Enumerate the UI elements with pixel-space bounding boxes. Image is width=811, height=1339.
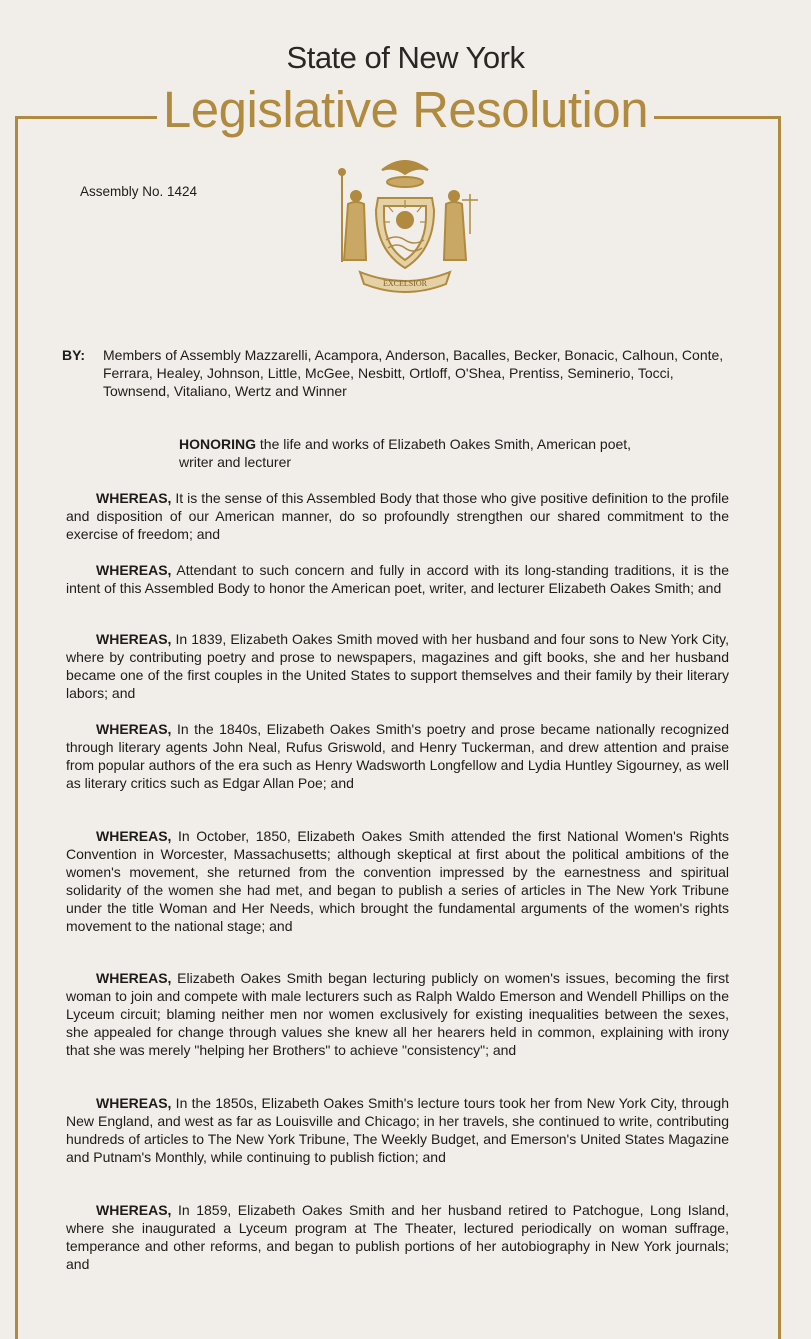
- state-seal-icon: [330, 150, 480, 298]
- state-title: State of New York: [286, 40, 525, 75]
- whereas-clause: [66, 969, 729, 1059]
- whereas-text: In the 1840s, Elizabeth Oakes Smith's poetry and prose became nationally recognized through literary agents John Neal, Rufus Griswold, and Henry Tuckerman, and drew attention and praise from popular authors of the era such as Henry Wadsworth Longfellow and Lydia Huntley Sigourney, as well as literary critics such as Edgar Allan Poe; and: [66, 721, 729, 791]
- honoring-line: [179, 435, 659, 471]
- whereas-keyword: WHEREAS,: [96, 631, 172, 647]
- sponsors-block: [62, 346, 742, 400]
- sponsors-label: BY:: [62, 347, 86, 363]
- whereas-keyword: WHEREAS,: [96, 562, 172, 578]
- whereas-keyword: WHEREAS,: [96, 1095, 172, 1111]
- whereas-text: In the 1850s, Elizabeth Oakes Smith's lecture tours took her from New York City, through New England, and west as far as Louisville and Chicago; in her travels, she continued to write, contributing hundreds of articles to The New York Tribune, The Weekly Budget, and Emerson's United States Magazine and Putnam's Monthly, while continuing to publish fiction; and: [66, 1095, 729, 1165]
- whereas-text: In 1839, Elizabeth Oakes Smith moved with her husband and four sons to New York City, where by contributing poetry and prose to newspapers, magazines and gift books, she and her husband became one of the first couples in the United States to support themselves and their family by their literary labors; and: [66, 631, 729, 701]
- assembly-number: Assembly No. 1424: [80, 184, 198, 199]
- whereas-clause: [66, 1201, 729, 1273]
- whereas-text: Elizabeth Oakes Smith began lecturing publicly on women's issues, becoming the first woman to join and compete with male lecturers such as Ralph Waldo Emerson and Wendell Phillips on the Lyceum circuit; blaming neither men nor women exclusively for existing inequalities between the sexes, she appealed for change through values she knew all her hearers held in common, explaining with irony that she was merely "helping her Brothers" to achieve "consistency"; and: [66, 970, 729, 1058]
- whereas-clause: [66, 720, 729, 792]
- whereas-text: It is the sense of this Assembled Body that those who give positive definition to the profile and disposition of our American manner, do so profoundly strengthen our shared commitment to the exercise of freedom; and: [66, 490, 729, 542]
- whereas-clause: [66, 561, 729, 597]
- sponsors-text: Members of Assembly Mazzarelli, Acampora, Anderson, Bacalles, Becker, Bonacic, Calhoun, Conte, Ferrara, Healey, Johnson, Little, McGee, Nesbitt, Ortloff, O'Shea, Prentiss, Seminerio, Tocci, Townsend, Vitaliano, Wertz and Winner: [103, 347, 724, 399]
- whereas-clause: [66, 630, 729, 702]
- whereas-keyword: WHEREAS,: [96, 721, 172, 737]
- whereas-clause: [66, 827, 729, 935]
- whereas-text: Attendant to such concern and fully in accord with its long-standing traditions, it is the intent of this Assembled Body to honor the American poet, writer, and lecturer Elizabeth Oakes Smith; and: [66, 562, 729, 596]
- whereas-keyword: WHEREAS,: [96, 490, 172, 506]
- whereas-keyword: WHEREAS,: [96, 828, 172, 844]
- whereas-keyword: WHEREAS,: [96, 970, 172, 986]
- whereas-keyword: WHEREAS,: [96, 1202, 172, 1218]
- honoring-text: the life and works of Elizabeth Oakes Smith, American poet, writer and lecturer: [179, 436, 632, 470]
- document-title: [0, 80, 811, 140]
- whereas-clause: [66, 489, 729, 543]
- honoring-keyword: HONORING: [179, 436, 256, 452]
- whereas-text: In 1859, Elizabeth Oakes Smith and her husband retired to Patchogue, Long Island, where she inaugurated a Lyceum program at The Theater, lectured periodically on woman suffrage, temperance and other reforms, and began to publish portions of her autobiography in New York journals; and: [66, 1202, 729, 1272]
- document-title-text: Legislative Resolution: [157, 81, 654, 138]
- whereas-text: In October, 1850, Elizabeth Oakes Smith attended the first National Women's Rights Convention in Worcester, Massachusetts; although skeptical at first about the political ambitions of the women's movement, she returned from the convention impressed by the earnestness and spiritual solidarity of the women she had met, and began to publish a series of articles in The New York Tribune under the title Woman and Her Needs, which brought the fundamental arguments of the women's rights movement to the national stage; and: [66, 828, 729, 934]
- whereas-clause: [66, 1094, 729, 1166]
- seal-motto: EXCELSIOR: [383, 279, 427, 288]
